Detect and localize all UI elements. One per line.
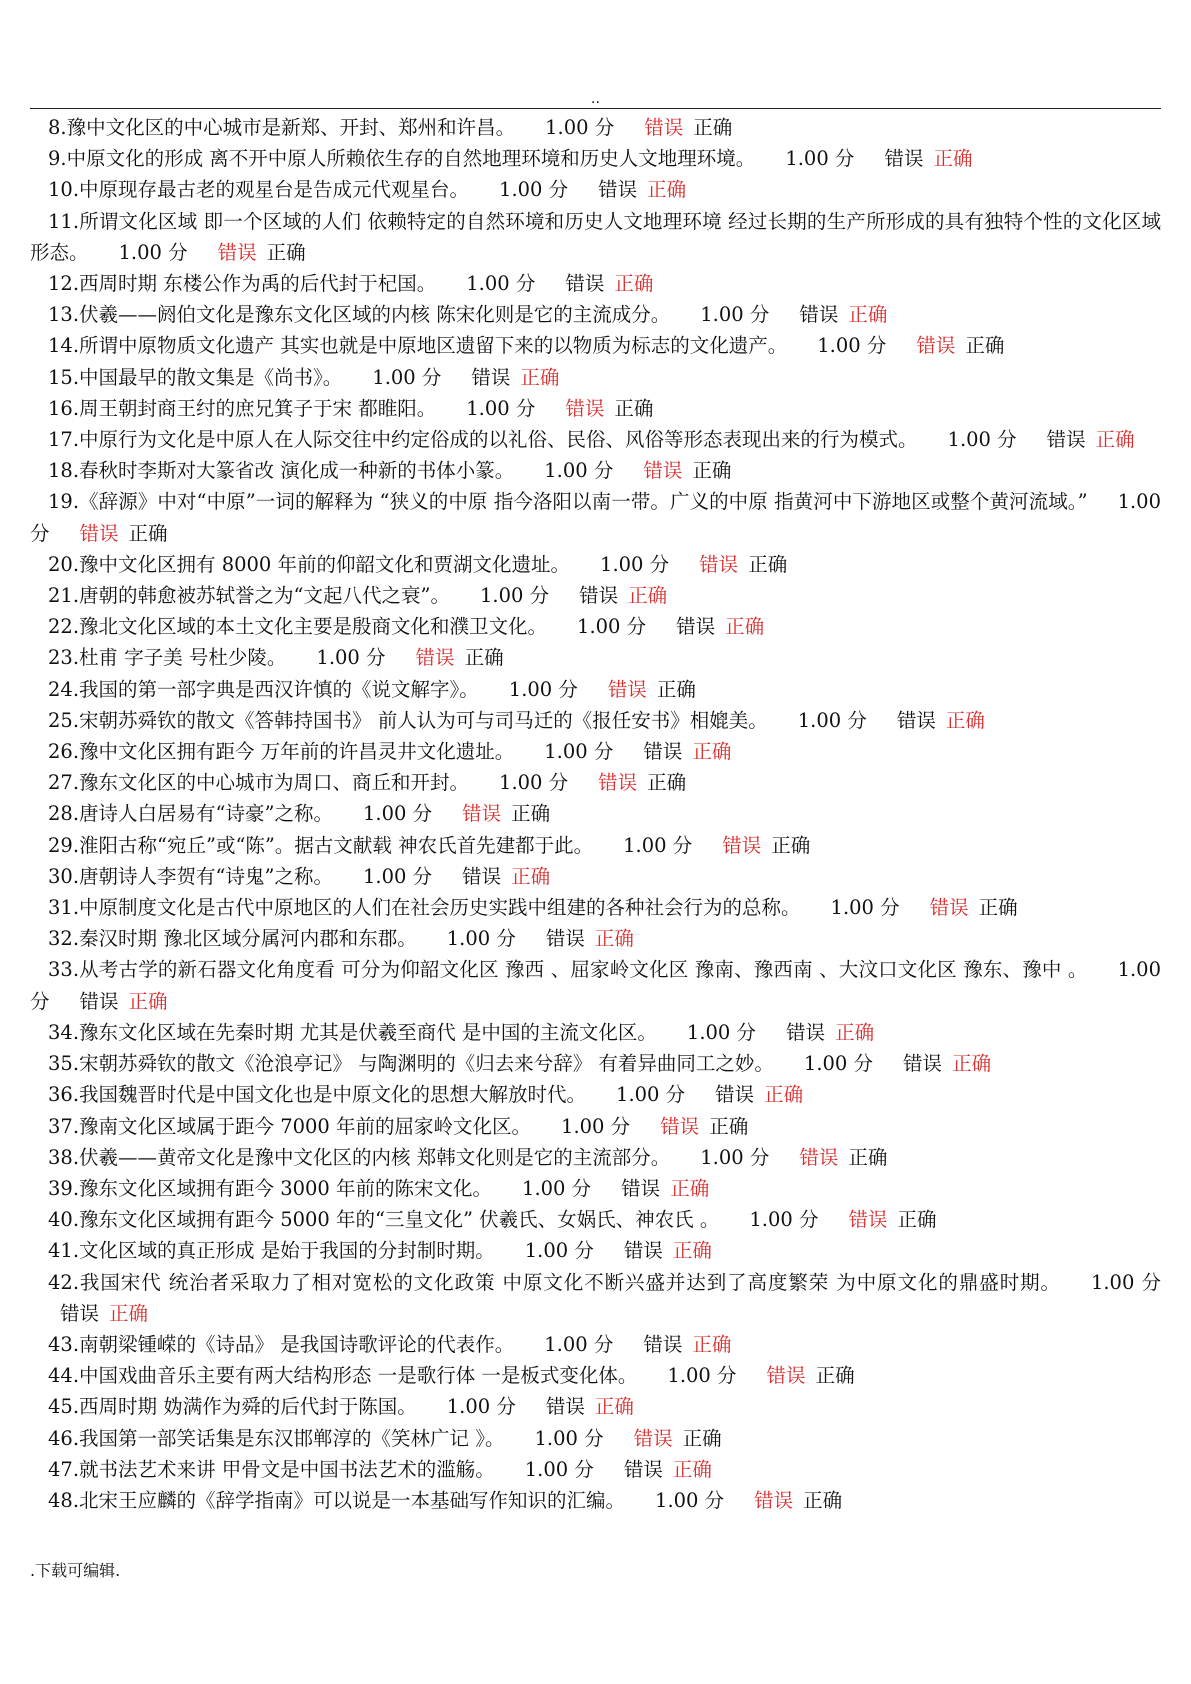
question-score: 1.00 分 (947, 428, 1017, 452)
answer-right-option[interactable]: 正确 (682, 1426, 722, 1450)
question-row (30, 923, 1161, 954)
answer-wrong-option[interactable]: 错误 (643, 1332, 683, 1356)
question-text: 豫中文化区拥有距今 万年前的许昌灵井文化遗址。 (79, 740, 515, 764)
answer-wrong-option[interactable]: 错误 (621, 1176, 661, 1200)
question-row (30, 1017, 1161, 1048)
question-score: 1.00 分 (362, 802, 433, 826)
answer-right-option[interactable]: 正确 (897, 1208, 937, 1232)
question-score: 1.00 分 (499, 771, 569, 795)
question-text: 所谓文化区域 即一个区域的人们 依赖特定的自然环境和历史人文地理环境 经过长期的生产所形成的具有独特个性的文化区域形态。 (30, 209, 1161, 264)
question-row (30, 830, 1161, 861)
question-text: 从考古学的新石器文化角度看 可分为仰韶文化区 豫西 、屈家岭文化区 豫南、豫西南 、大汶口文化区 豫东、豫中 。 (79, 958, 1088, 982)
answer-right-option[interactable]: 正确 (647, 771, 687, 795)
question-score: 1.00 分 (797, 708, 867, 732)
question-text: 就书法艺术来讲 甲骨文是中国书法艺术的滥觞。 (79, 1457, 495, 1481)
answer-wrong-option[interactable]: 错误 (60, 1301, 100, 1325)
question-number: 36. (48, 1083, 80, 1107)
question-score: 1.00 分 (686, 1020, 757, 1044)
answer-wrong-option[interactable]: 错误 (896, 708, 936, 732)
question-text: 淮阳古称“宛丘”或“陈”。据古文献载 神农氏首先建都于此。 (79, 833, 594, 857)
answer-right-option[interactable]: 正确 (815, 1364, 855, 1388)
answer-right-option[interactable]: 正确 (945, 708, 985, 732)
answer-wrong-option[interactable]: 错误 (722, 833, 762, 857)
question-text: 杜甫 字子美 号杜少陵。 (79, 646, 287, 670)
question-text: 唐诗人白居易有“诗豪”之称。 (79, 802, 333, 826)
question-text: 《辞源》中对“中原”一词的解释为 “狭义的中原 指今洛阳以南一带。广义的中原 指黄河中下游地区或整个黄河流域。” (79, 490, 1088, 514)
question-number: 24. (48, 677, 80, 701)
question-text: 我国魏晋时代是中国文化也是中原文化的思想大解放时代。 (79, 1083, 587, 1107)
answer-wrong-option[interactable]: 错误 (1046, 428, 1086, 452)
question-text: 伏羲——黄帝文化是豫中文化区的内核 郑韩文化则是它的主流部分。 (79, 1145, 671, 1169)
question-row (30, 455, 1161, 486)
question-number: 22. (48, 615, 80, 639)
question-score: 1.00 分 (446, 927, 516, 951)
answer-right-option[interactable]: 正确 (672, 1457, 712, 1481)
question-score: 1.00 分 (522, 1176, 592, 1200)
question-row (30, 268, 1161, 299)
question-row (30, 1423, 1161, 1454)
question-row (30, 174, 1161, 205)
question-row (30, 362, 1161, 393)
footer-text: .下载可编辑. (30, 1561, 121, 1580)
answer-right-option[interactable]: 正确 (266, 240, 306, 264)
answer-right-option[interactable]: 正确 (109, 1301, 149, 1325)
answer-right-option[interactable]: 正确 (128, 989, 168, 1013)
answer-right-option[interactable]: 正确 (511, 864, 551, 888)
question-text: 周王朝封商王纣的庶兄箕子于宋 都睢阳。 (79, 396, 437, 420)
question-number: 9. (48, 147, 67, 171)
question-text: 我国的第一部字典是西汉许慎的《说文解字》。 (79, 677, 479, 701)
question-row (30, 299, 1161, 330)
question-text: 唐朝诗人李贺有“诗鬼”之称。 (79, 864, 333, 888)
question-row (30, 206, 1161, 268)
question-text: 中原文化的形成 离不开中原人所赖依生存的自然地理环境和历史人文地理环境。 (66, 147, 756, 171)
question-row (30, 1142, 1161, 1173)
answer-wrong-option[interactable]: 错误 (799, 303, 839, 327)
question-number: 12. (48, 272, 80, 296)
question-score: 1.00 分 (700, 1145, 770, 1169)
answer-right-option[interactable]: 正确 (692, 740, 732, 764)
question-text: 文化区域的真正形成 是始于我国的分封制时期。 (79, 1239, 495, 1263)
question-text: 豫东文化区域在先秦时期 尤其是伏羲至商代 是中国的主流文化区。 (79, 1020, 657, 1044)
question-text: 宋朝苏舜钦的散文《答韩持国书》 前人认为可与司马迁的《报任安书》相媲美。 (79, 708, 768, 732)
answer-wrong-option[interactable]: 错误 (660, 1114, 700, 1138)
question-number: 23. (48, 646, 80, 670)
question-row (30, 1204, 1161, 1235)
answer-wrong-option[interactable]: 错误 (916, 334, 956, 358)
answer-right-option[interactable]: 正确 (594, 1395, 634, 1419)
question-score: 1.00 分 (524, 1457, 594, 1481)
question-number: 13. (48, 303, 80, 327)
answer-right-option[interactable]: 正确 (725, 615, 765, 639)
question-row (30, 1391, 1161, 1422)
answer-wrong-option[interactable]: 错误 (929, 896, 969, 920)
answer-right-option[interactable]: 正确 (965, 334, 1005, 358)
answer-right-option[interactable]: 正确 (670, 1176, 710, 1200)
question-number: 40. (48, 1208, 80, 1232)
question-text: 豫中文化区拥有 8000 年前的仰韶文化和贾湖文化遗址。 (79, 552, 571, 576)
question-score: 1.00 分 (545, 116, 615, 139)
question-text: 豫中文化区的中心城市是新郑、开封、郑州和许昌。 (66, 116, 516, 139)
question-number: 35. (48, 1052, 80, 1076)
answer-wrong-option[interactable]: 错误 (715, 1083, 755, 1107)
question-row (30, 1079, 1161, 1110)
answer-right-option[interactable]: 正确 (628, 584, 668, 608)
question-text: 唐朝的韩愈被苏轼誉之为“文起八代之衰”。 (79, 584, 450, 608)
question-list (30, 112, 1161, 1516)
answer-right-option[interactable]: 正确 (614, 272, 654, 296)
answer-right-option[interactable]: 正确 (848, 303, 888, 327)
question-score: 1.00 分 (577, 615, 647, 639)
question-number: 48. (48, 1488, 80, 1512)
question-number: 47. (48, 1457, 80, 1481)
question-score: 1.00 分 (803, 1052, 874, 1076)
question-number: 28. (48, 802, 80, 826)
question-text: 中原现存最古老的观星台是告成元代观星台。 (79, 178, 470, 202)
question-text: 南朝梁锺嵘的《诗品》 是我国诗歌评论的代表作。 (79, 1332, 515, 1356)
answer-wrong-option[interactable]: 错误 (579, 584, 619, 608)
question-score: 1.00 分 (561, 1114, 631, 1138)
answer-wrong-option[interactable]: 错误 (545, 1395, 585, 1419)
answer-right-option[interactable]: 正确 (614, 396, 654, 420)
question-text: 伏羲——阏伯文化是豫东文化区域的内核 陈宋化则是它的主流成分。 (79, 303, 671, 327)
question-row (30, 767, 1161, 798)
answer-right-option[interactable]: 正确 (709, 1114, 749, 1138)
question-row (30, 642, 1161, 673)
question-score: 1.00 分 (667, 1364, 737, 1388)
question-row (30, 486, 1161, 548)
question-score: 1.00 分 (118, 240, 188, 264)
question-score: 1.00 分 (524, 1239, 594, 1263)
question-score: 1.00 分 (749, 1208, 819, 1232)
answer-wrong-option[interactable]: 错误 (643, 459, 683, 483)
question-score: 1.00 分 (544, 459, 614, 483)
question-row (30, 424, 1161, 455)
header-rule (30, 108, 1161, 109)
question-row (30, 798, 1161, 829)
answer-right-option[interactable]: 正确 (692, 1332, 732, 1356)
question-number: 29. (48, 833, 80, 857)
question-score: 1.00 分 (508, 677, 578, 701)
question-score: 1.00 分 (362, 864, 433, 888)
answer-wrong-option[interactable]: 错误 (676, 615, 716, 639)
question-score: 1.00 分 (600, 552, 670, 576)
question-number: 33. (48, 958, 80, 982)
answer-wrong-option[interactable]: 错误 (545, 927, 585, 951)
question-text: 中原行为文化是中原人在人际交往中约定俗成的以礼俗、民俗、风俗等形态表现出来的行为模式。 (79, 428, 918, 452)
question-text: 所谓中原物质文化遗产 其实也就是中原地区遗留下来的以物质为标志的文化遗产。 (79, 334, 788, 358)
question-score: 1.00 分 (30, 958, 1161, 1013)
answer-wrong-option[interactable]: 错误 (903, 1052, 943, 1076)
answer-wrong-option[interactable]: 错误 (623, 1239, 663, 1263)
question-score: 1.00 分 (446, 1395, 516, 1419)
question-number: 19. (48, 490, 80, 514)
question-number: 30. (48, 864, 80, 888)
answer-wrong-option[interactable]: 错误 (884, 147, 924, 171)
answer-right-option[interactable]: 正确 (672, 1239, 712, 1263)
question-text: 豫北文化区域的本土文化主要是殷商文化和濮卫文化。 (79, 615, 548, 639)
answer-wrong-option[interactable]: 错误 (79, 989, 119, 1013)
question-text: 秦汉时期 豫北区域分属河内郡和东郡。 (79, 927, 417, 951)
question-number: 16. (48, 396, 80, 420)
question-score: 1.00 分 (30, 490, 1161, 545)
question-text: 西周时期 妫满作为舜的后代封于陈国。 (79, 1395, 417, 1419)
answer-right-option[interactable]: 正确 (128, 521, 168, 545)
answer-right-option[interactable]: 正确 (848, 1145, 888, 1169)
question-score: 1.00 分 (534, 1426, 604, 1450)
header-mark: .. (591, 91, 600, 107)
question-number: 17. (48, 428, 80, 452)
answer-right-option[interactable]: 正确 (656, 677, 696, 701)
answer-right-option[interactable]: 正确 (933, 147, 973, 171)
answer-wrong-option[interactable]: 错误 (565, 272, 605, 296)
question-score: 1.00 分 (830, 896, 900, 920)
question-number: 42. (48, 1270, 80, 1294)
question-row (30, 1235, 1161, 1266)
question-number: 32. (48, 927, 80, 951)
answer-wrong-option[interactable]: 错误 (633, 1426, 673, 1450)
answer-right-option[interactable]: 正确 (511, 802, 551, 826)
question-row (30, 861, 1161, 892)
answer-wrong-option[interactable]: 错误 (644, 116, 684, 139)
answer-wrong-option[interactable]: 错误 (754, 1488, 794, 1512)
answer-wrong-option[interactable]: 错误 (848, 1208, 888, 1232)
question-text: 中原制度文化是古代中原地区的人们在社会历史实践中组建的各种社会行为的总称。 (79, 896, 801, 920)
question-row (30, 611, 1161, 642)
question-text: 中国最早的散文集是《尚书》。 (79, 365, 343, 389)
answer-right-option[interactable]: 正确 (748, 552, 788, 576)
answer-wrong-option[interactable]: 错误 (471, 365, 511, 389)
question-text: 豫东文化区的中心城市为周口、商丘和开封。 (79, 771, 470, 795)
answer-wrong-option[interactable]: 错误 (766, 1364, 806, 1388)
question-number: 10. (48, 178, 80, 202)
question-text: 我国宋代 统治者采取力了相对宽松的文化政策 中原文化不断兴盛并达到了高度繁荣 为中原文化的鼎盛时期。 (79, 1270, 1061, 1294)
question-text: 中国戏曲音乐主要有两大结构形态 一是歌行体 一是板式变化体。 (79, 1364, 638, 1388)
question-number: 31. (48, 896, 80, 920)
answer-right-option[interactable]: 正确 (464, 646, 504, 670)
question-score: 1.00 分 (479, 584, 550, 608)
answer-right-option[interactable]: 正确 (647, 178, 687, 202)
answer-right-option[interactable]: 正确 (978, 896, 1018, 920)
question-row (30, 1360, 1161, 1391)
question-text: 西周时期 东楼公作为禹的后代封于杞国。 (79, 272, 437, 296)
question-number: 39. (48, 1176, 80, 1200)
question-score: 1.00 分 (544, 1332, 614, 1356)
question-text: 春秋时李斯对大篆省改 演化成一种新的书体小篆。 (79, 459, 515, 483)
question-row (30, 954, 1161, 1016)
question-number: 14. (48, 334, 80, 358)
answer-wrong-option[interactable]: 错误 (565, 396, 605, 420)
answer-wrong-option[interactable]: 错误 (699, 552, 739, 576)
answer-wrong-option[interactable]: 错误 (643, 740, 683, 764)
answer-wrong-option[interactable]: 错误 (79, 521, 119, 545)
question-number: 38. (48, 1145, 80, 1169)
question-number: 45. (48, 1395, 80, 1419)
question-row (30, 1111, 1161, 1142)
answer-wrong-option[interactable]: 错误 (799, 1145, 839, 1169)
question-score: 1.00 分 (372, 365, 442, 389)
question-row (30, 674, 1161, 705)
answer-wrong-option[interactable]: 错误 (786, 1020, 826, 1044)
question-number: 43. (48, 1332, 80, 1356)
question-score: 1.00 分 (817, 334, 887, 358)
answer-wrong-option[interactable]: 错误 (623, 1457, 663, 1481)
question-score: 1.00 分 (1090, 1270, 1161, 1294)
question-number: 11. (48, 209, 80, 233)
question-score: 1.00 分 (466, 272, 536, 296)
answer-right-option[interactable]: 正确 (803, 1488, 843, 1512)
question-text: 宋朝苏舜钦的散文《沧浪亭记》 与陶渊明的《归去来兮辞》 有着异曲同工之妙。 (79, 1052, 774, 1076)
question-score: 1.00 分 (655, 1488, 725, 1512)
answer-wrong-option[interactable]: 错误 (598, 178, 638, 202)
question-row (30, 1485, 1161, 1516)
answer-wrong-option[interactable]: 错误 (598, 771, 638, 795)
question-text: 豫东文化区域拥有距今 3000 年前的陈宋文化。 (79, 1176, 493, 1200)
question-score: 1.00 分 (544, 740, 614, 764)
question-number: 34. (48, 1020, 80, 1044)
question-row (30, 1329, 1161, 1360)
answer-right-option[interactable]: 正确 (771, 833, 811, 857)
answer-wrong-option[interactable]: 错误 (217, 240, 257, 264)
question-row (30, 393, 1161, 424)
answer-right-option[interactable]: 正确 (952, 1052, 992, 1076)
question-row (30, 1454, 1161, 1485)
answer-right-option[interactable]: 正确 (764, 1083, 804, 1107)
answer-right-option[interactable]: 正确 (1095, 428, 1135, 452)
question-row (30, 1267, 1161, 1329)
question-number: 15. (48, 365, 80, 389)
question-number: 41. (48, 1239, 80, 1263)
question-number: 8. (48, 116, 67, 139)
question-number: 46. (48, 1426, 80, 1450)
question-row (30, 1173, 1161, 1204)
question-score: 1.00 分 (316, 646, 386, 670)
answer-wrong-option[interactable]: 错误 (462, 864, 502, 888)
question-number: 21. (48, 584, 80, 608)
question-row (30, 705, 1161, 736)
question-number: 26. (48, 740, 80, 764)
question-number: 20. (48, 552, 80, 576)
question-score: 1.00 分 (466, 396, 536, 420)
question-row (30, 549, 1161, 580)
question-number: 44. (48, 1364, 80, 1388)
question-number: 25. (48, 708, 80, 732)
question-score: 1.00 分 (785, 147, 855, 171)
question-row (30, 580, 1161, 611)
answer-wrong-option[interactable]: 错误 (415, 646, 455, 670)
question-number: 37. (48, 1114, 80, 1138)
question-row (30, 112, 1161, 143)
question-row (30, 1048, 1161, 1079)
question-score: 1.00 分 (623, 833, 693, 857)
question-text: 豫南文化区域属于距今 7000 年前的屈家岭文化区。 (79, 1114, 532, 1138)
question-row (30, 736, 1161, 767)
question-row (30, 330, 1161, 361)
answer-wrong-option[interactable]: 错误 (462, 802, 502, 826)
question-number: 18. (48, 459, 80, 483)
question-text: 北宋王应麟的《辞学指南》可以说是一本基础写作知识的汇编。 (79, 1488, 626, 1512)
question-row (30, 892, 1161, 923)
answer-right-option[interactable]: 正确 (692, 459, 732, 483)
question-score: 1.00 分 (616, 1083, 686, 1107)
answer-right-option[interactable]: 正确 (594, 927, 634, 951)
question-text: 豫东文化区域拥有距今 5000 年的“三皇文化” 伏羲氏、女娲氏、神农氏 。 (79, 1208, 720, 1232)
answer-right-option[interactable]: 正确 (693, 116, 733, 139)
question-text: 我国第一部笑话集是东汉邯郸淳的《笑林广记 》。 (79, 1426, 505, 1450)
question-row (30, 143, 1161, 174)
answer-right-option[interactable]: 正确 (520, 365, 560, 389)
question-score: 1.00 分 (700, 303, 770, 327)
answer-wrong-option[interactable]: 错误 (607, 677, 647, 701)
question-number: 27. (48, 771, 80, 795)
question-score: 1.00 分 (499, 178, 569, 202)
answer-right-option[interactable]: 正确 (835, 1020, 875, 1044)
